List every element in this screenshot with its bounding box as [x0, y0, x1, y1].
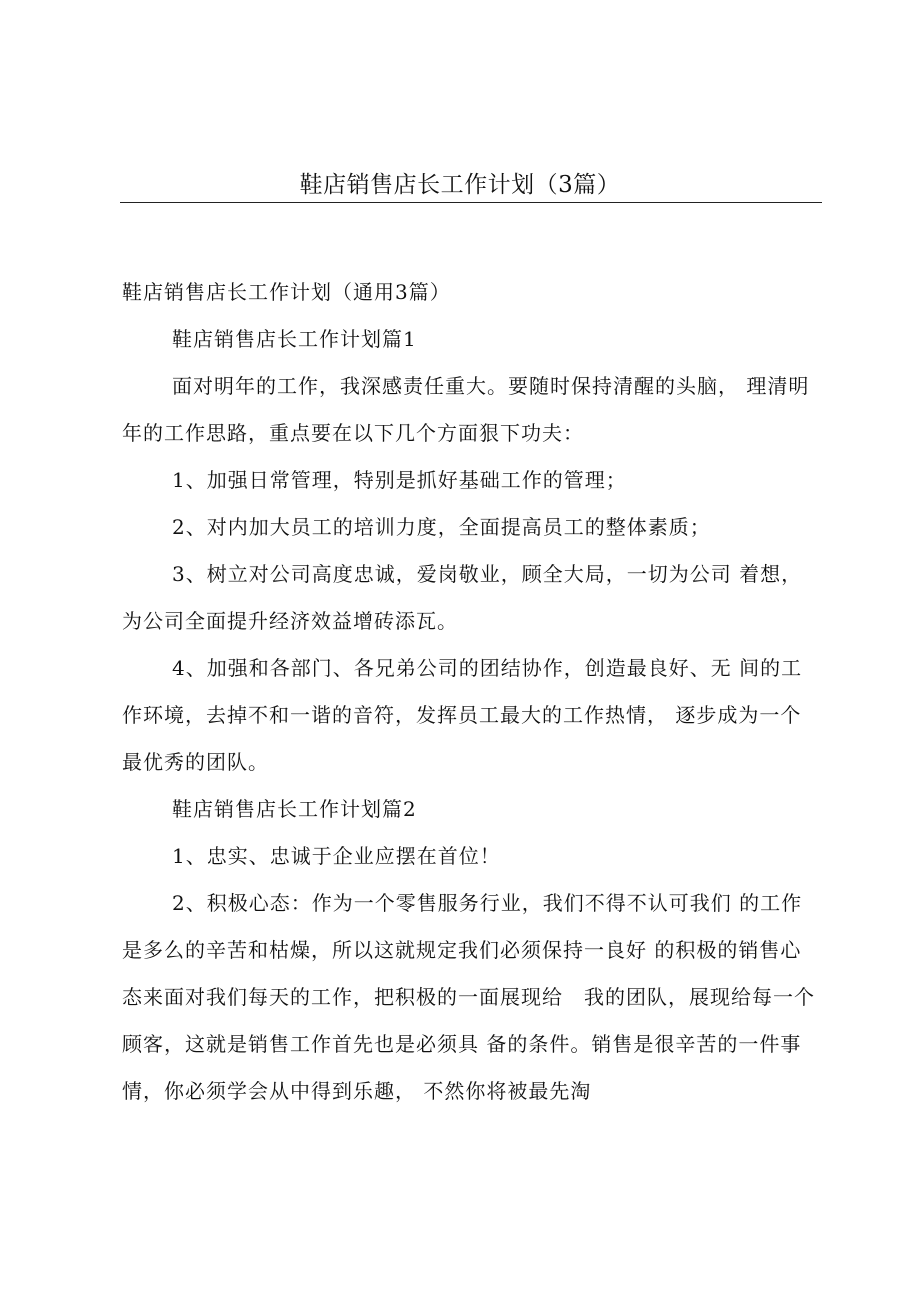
title-underline	[120, 202, 822, 203]
document-body	[122, 269, 822, 1115]
list-item: 4、加强和各部门、各兄弟公司的团结协作，创造最良好、无 间的工作环境，去掉不和一谐的音符，发挥员工最大的工作热情， 逐步成为一个最优秀的团队。	[122, 656, 803, 774]
list-item: 2、对内加大员工的培训力度，全面提高员工的整体素质；	[172, 515, 711, 539]
section-heading-1: 鞋店销售店长工作计划篇1	[172, 327, 417, 351]
document-title: 鞋店销售店长工作计划（3篇）	[299, 172, 621, 198]
list-item: 1、加强日常管理，特别是抓好基础工作的管理；	[172, 468, 627, 492]
list-item: 3、树立对公司高度忠诚，爱岗敬业，顾全大局，一切为公司 着想，为公司全面提升经济效益增砖添瓦。	[122, 562, 803, 633]
paragraph: 面对明年的工作，我深感责任重大。要随时保持清醒的头脑， 理清明年的工作思路，重点要在以下几个方面狠下功夫：	[122, 374, 810, 445]
list-item: 2、积极心态：作为一个零售服务行业，我们不得不认可我们 的工作是多么的辛苦和枯燥，所以这就规定我们必须保持一良好 的积极的销售心态来面对我们每天的工作，把积极的一面展现给 我的团队，展现给每一个顾客，这就是销售工作首先也是必须具 备的条件。销售是很辛苦的一件事情，你必须学会从中得到乐趣， 不然你将被最先淘	[122, 891, 815, 1103]
document-subtitle: 鞋店销售店长工作计划（通用3篇）	[122, 280, 451, 304]
list-item: 1、忠实、忠诚于企业应摆在首位！	[172, 844, 501, 868]
section-heading-2: 鞋店销售店长工作计划篇2	[172, 797, 417, 821]
